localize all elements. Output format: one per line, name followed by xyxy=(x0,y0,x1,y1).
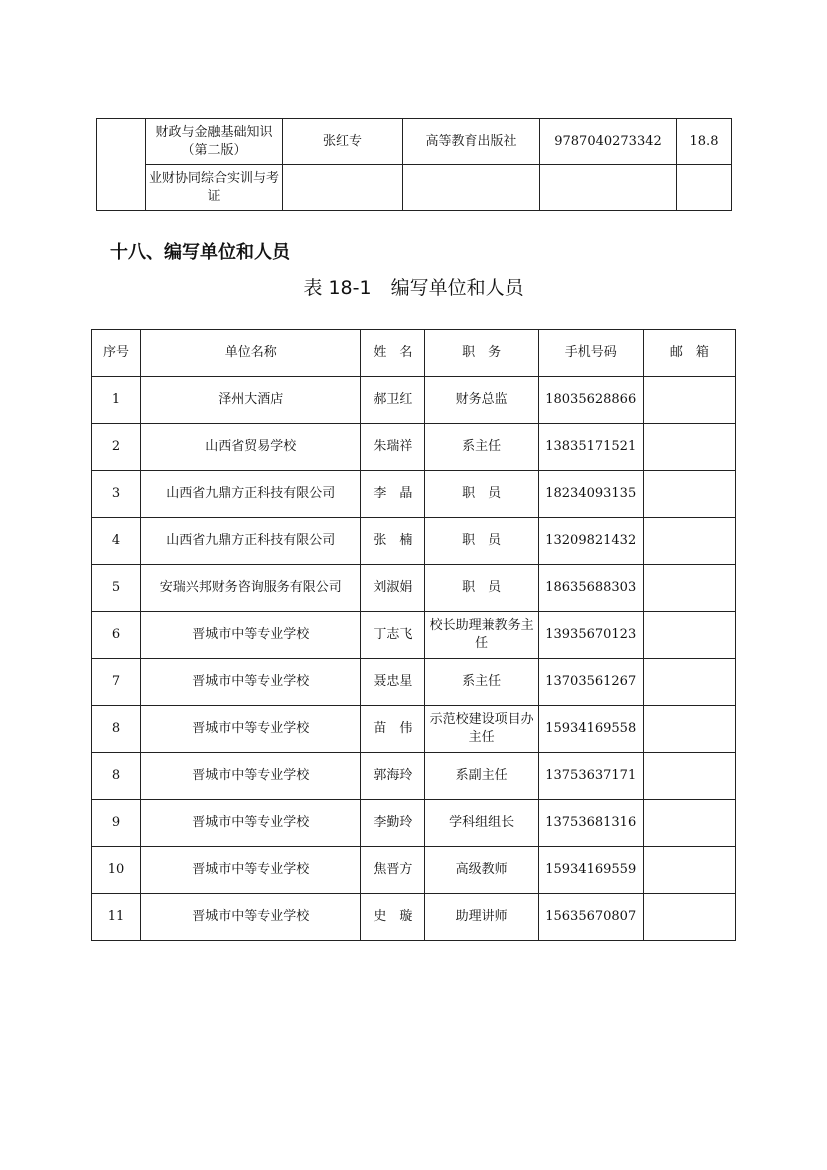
staff-row xyxy=(92,377,736,424)
staff-seq-cell: 8 xyxy=(92,706,141,753)
staff-email-cell xyxy=(643,518,735,565)
staff-phone-cell: 15934169559 xyxy=(538,847,643,894)
section-heading: 十八、编写单位和人员 xyxy=(110,242,290,263)
staff-row xyxy=(92,847,736,894)
staff-phone-cell: 15635670807 xyxy=(538,894,643,941)
staff-table-body xyxy=(92,377,736,941)
staff-email-cell xyxy=(643,847,735,894)
table-caption: 表 18-1 编写单位和人员 xyxy=(303,277,524,299)
staff-position-cell: 助理讲师 xyxy=(425,894,538,941)
staff-unit-cell: 晋城市中等专业学校 xyxy=(141,612,361,659)
header-name: 姓 名 xyxy=(361,330,425,377)
staff-position-cell: 系主任 xyxy=(425,659,538,706)
textbook-table-body xyxy=(97,119,732,211)
staff-email-cell xyxy=(643,800,735,847)
staff-row xyxy=(92,800,736,847)
staff-position-cell: 系主任 xyxy=(425,424,538,471)
textbook-author-cell: 张红专 xyxy=(283,119,403,165)
staff-unit-cell: 晋城市中等专业学校 xyxy=(141,706,361,753)
textbook-row xyxy=(97,165,732,211)
staff-position-cell: 职 员 xyxy=(425,565,538,612)
header-phone: 手机号码 xyxy=(538,330,643,377)
staff-unit-cell: 晋城市中等专业学校 xyxy=(141,753,361,800)
staff-row xyxy=(92,659,736,706)
staff-position-cell: 职 员 xyxy=(425,518,538,565)
staff-email-cell xyxy=(643,659,735,706)
staff-name-cell: 史 璇 xyxy=(361,894,425,941)
staff-email-cell xyxy=(643,565,735,612)
staff-position-cell: 示范校建设项目办主任 xyxy=(425,706,538,753)
staff-phone-cell: 13753681316 xyxy=(538,800,643,847)
staff-unit-cell: 山西省贸易学校 xyxy=(141,424,361,471)
staff-name-cell: 朱瑞祥 xyxy=(361,424,425,471)
staff-email-cell xyxy=(643,377,735,424)
staff-name-cell: 焦晋方 xyxy=(361,847,425,894)
staff-unit-cell: 安瑞兴邦财务咨询服务有限公司 xyxy=(141,565,361,612)
staff-row xyxy=(92,424,736,471)
staff-seq-cell: 9 xyxy=(92,800,141,847)
staff-name-cell: 张 楠 xyxy=(361,518,425,565)
staff-position-cell: 财务总监 xyxy=(425,377,538,424)
staff-seq-cell: 11 xyxy=(92,894,141,941)
staff-unit-cell: 山西省九鼎方正科技有限公司 xyxy=(141,518,361,565)
textbook-price-cell: 18.8 xyxy=(677,119,732,165)
staff-table-header-row xyxy=(92,330,736,377)
staff-email-cell xyxy=(643,471,735,518)
staff-phone-cell: 13703561267 xyxy=(538,659,643,706)
staff-seq-cell: 2 xyxy=(92,424,141,471)
textbook-price-cell xyxy=(677,165,732,211)
staff-seq-cell: 3 xyxy=(92,471,141,518)
staff-row xyxy=(92,706,736,753)
staff-seq-cell: 10 xyxy=(92,847,141,894)
textbook-author-cell xyxy=(283,165,403,211)
staff-position-cell: 学科组组长 xyxy=(425,800,538,847)
staff-name-cell: 丁志飞 xyxy=(361,612,425,659)
staff-unit-cell: 晋城市中等专业学校 xyxy=(141,894,361,941)
textbook-isbn-cell: 9787040273342 xyxy=(540,119,677,165)
staff-row xyxy=(92,565,736,612)
staff-phone-cell: 18234093135 xyxy=(538,471,643,518)
staff-email-cell xyxy=(643,612,735,659)
textbook-publisher-cell xyxy=(403,165,540,211)
staff-email-cell xyxy=(643,894,735,941)
textbook-category-cell xyxy=(97,119,146,211)
textbook-row xyxy=(97,119,732,165)
staff-row xyxy=(92,894,736,941)
staff-phone-cell: 15934169558 xyxy=(538,706,643,753)
header-position: 职 务 xyxy=(425,330,538,377)
staff-table xyxy=(91,329,736,941)
staff-name-cell: 苗 伟 xyxy=(361,706,425,753)
staff-unit-cell: 晋城市中等专业学校 xyxy=(141,659,361,706)
staff-email-cell xyxy=(643,706,735,753)
staff-unit-cell: 山西省九鼎方正科技有限公司 xyxy=(141,471,361,518)
staff-phone-cell: 13753637171 xyxy=(538,753,643,800)
staff-email-cell xyxy=(643,753,735,800)
staff-row xyxy=(92,471,736,518)
staff-row xyxy=(92,518,736,565)
staff-row xyxy=(92,753,736,800)
staff-name-cell: 李勤玲 xyxy=(361,800,425,847)
staff-position-cell: 校长助理兼教务主任 xyxy=(425,612,538,659)
staff-phone-cell: 18035628866 xyxy=(538,377,643,424)
staff-phone-cell: 13935670123 xyxy=(538,612,643,659)
staff-name-cell: 刘淑娟 xyxy=(361,565,425,612)
staff-name-cell: 聂忠星 xyxy=(361,659,425,706)
textbook-title-cell: 财政与金融基础知识（第二版） xyxy=(146,119,283,165)
staff-unit-cell: 晋城市中等专业学校 xyxy=(141,800,361,847)
textbook-title-cell: 业财协同综合实训与考证 xyxy=(146,165,283,211)
header-unit: 单位名称 xyxy=(141,330,361,377)
staff-phone-cell: 13835171521 xyxy=(538,424,643,471)
staff-seq-cell: 7 xyxy=(92,659,141,706)
header-seq: 序号 xyxy=(92,330,141,377)
staff-position-cell: 职 员 xyxy=(425,471,538,518)
staff-seq-cell: 5 xyxy=(92,565,141,612)
textbook-publisher-cell: 高等教育出版社 xyxy=(403,119,540,165)
staff-phone-cell: 13209821432 xyxy=(538,518,643,565)
staff-seq-cell: 8 xyxy=(92,753,141,800)
staff-unit-cell: 泽州大酒店 xyxy=(141,377,361,424)
staff-phone-cell: 18635688303 xyxy=(538,565,643,612)
staff-name-cell: 郝卫红 xyxy=(361,377,425,424)
staff-seq-cell: 1 xyxy=(92,377,141,424)
staff-position-cell: 系副主任 xyxy=(425,753,538,800)
staff-unit-cell: 晋城市中等专业学校 xyxy=(141,847,361,894)
header-email: 邮 箱 xyxy=(643,330,735,377)
staff-seq-cell: 4 xyxy=(92,518,141,565)
staff-row xyxy=(92,612,736,659)
staff-name-cell: 李 晶 xyxy=(361,471,425,518)
staff-seq-cell: 6 xyxy=(92,612,141,659)
textbook-table xyxy=(96,118,732,211)
staff-email-cell xyxy=(643,424,735,471)
staff-name-cell: 郭海玲 xyxy=(361,753,425,800)
staff-position-cell: 高级教师 xyxy=(425,847,538,894)
textbook-isbn-cell xyxy=(540,165,677,211)
